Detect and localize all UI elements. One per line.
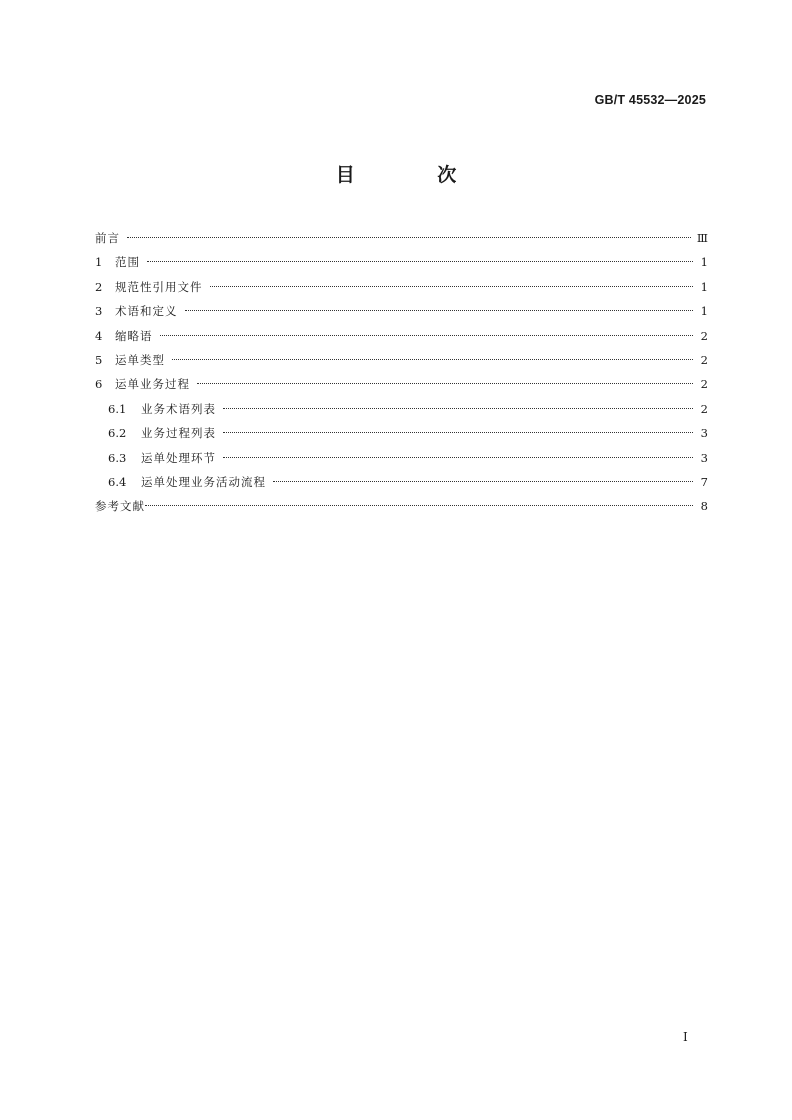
dot-leader bbox=[223, 457, 693, 458]
table-of-contents bbox=[95, 226, 708, 519]
dot-leader bbox=[185, 310, 694, 311]
toc-number: 3 bbox=[95, 304, 103, 319]
dot-leader bbox=[223, 408, 693, 409]
dot-leader bbox=[210, 286, 694, 287]
toc-number: 6.3 bbox=[108, 450, 127, 465]
page-number: I bbox=[683, 1030, 688, 1044]
toc-page: 2 bbox=[700, 377, 708, 392]
toc-number: 6 bbox=[95, 377, 103, 392]
toc-entry-1[interactable] bbox=[95, 250, 708, 274]
toc-page: 2 bbox=[700, 328, 708, 343]
toc-number: 4 bbox=[95, 328, 103, 343]
dot-leader bbox=[172, 359, 693, 360]
toc-number: 6.2 bbox=[108, 426, 127, 441]
toc-entry-4[interactable] bbox=[95, 324, 708, 348]
toc-label: 术语和定义 bbox=[115, 304, 178, 319]
toc-label: 前言 bbox=[95, 231, 120, 245]
toc-entry-6[interactable] bbox=[95, 372, 708, 396]
toc-page: 8 bbox=[700, 499, 708, 514]
toc-entry-2[interactable] bbox=[95, 275, 708, 299]
toc-page: Ⅲ bbox=[696, 231, 708, 245]
dot-leader bbox=[223, 432, 693, 433]
toc-label: 业务过程列表 bbox=[141, 426, 216, 441]
toc-page: 3 bbox=[700, 450, 708, 465]
toc-label: 运单处理业务活动流程 bbox=[141, 474, 266, 489]
toc-entry-6-2[interactable] bbox=[95, 421, 708, 445]
toc-number: 5 bbox=[95, 352, 103, 367]
dot-leader bbox=[160, 335, 694, 336]
toc-entry-6-4[interactable] bbox=[95, 470, 708, 494]
dot-leader bbox=[197, 383, 693, 384]
standard-code: GB/T 45532—2025 bbox=[594, 93, 706, 107]
dot-leader bbox=[147, 261, 693, 262]
toc-label: 业务术语列表 bbox=[141, 401, 216, 416]
dot-leader bbox=[273, 481, 693, 482]
toc-entry-6-3[interactable] bbox=[95, 446, 708, 470]
toc-label: 范围 bbox=[115, 255, 140, 270]
toc-entry-foreword[interactable] bbox=[95, 226, 708, 250]
toc-entry-3[interactable] bbox=[95, 299, 708, 323]
toc-label: 缩略语 bbox=[115, 328, 153, 343]
toc-entry-6-1[interactable] bbox=[95, 397, 708, 421]
dot-leader bbox=[127, 237, 691, 238]
toc-number: 2 bbox=[95, 279, 103, 294]
toc-page: 1 bbox=[700, 304, 708, 319]
page-title: 目 次 bbox=[335, 164, 495, 186]
toc-page: 1 bbox=[700, 255, 708, 270]
toc-number: 6.1 bbox=[108, 401, 127, 416]
toc-page: 2 bbox=[700, 352, 708, 367]
toc-page: 7 bbox=[700, 474, 708, 489]
dot-leader bbox=[145, 505, 693, 506]
toc-label: 运单类型 bbox=[115, 352, 165, 367]
toc-entry-references[interactable] bbox=[95, 494, 708, 518]
toc-label: 参考文献 bbox=[95, 499, 145, 514]
toc-entry-5[interactable] bbox=[95, 348, 708, 372]
toc-page: 3 bbox=[700, 426, 708, 441]
toc-number: 6.4 bbox=[108, 474, 127, 489]
toc-label: 运单业务过程 bbox=[115, 377, 190, 392]
toc-page: 1 bbox=[700, 279, 708, 294]
toc-number: 1 bbox=[95, 255, 103, 270]
toc-page: 2 bbox=[700, 401, 708, 416]
toc-label: 规范性引用文件 bbox=[115, 279, 203, 294]
toc-label: 运单处理环节 bbox=[141, 450, 216, 465]
